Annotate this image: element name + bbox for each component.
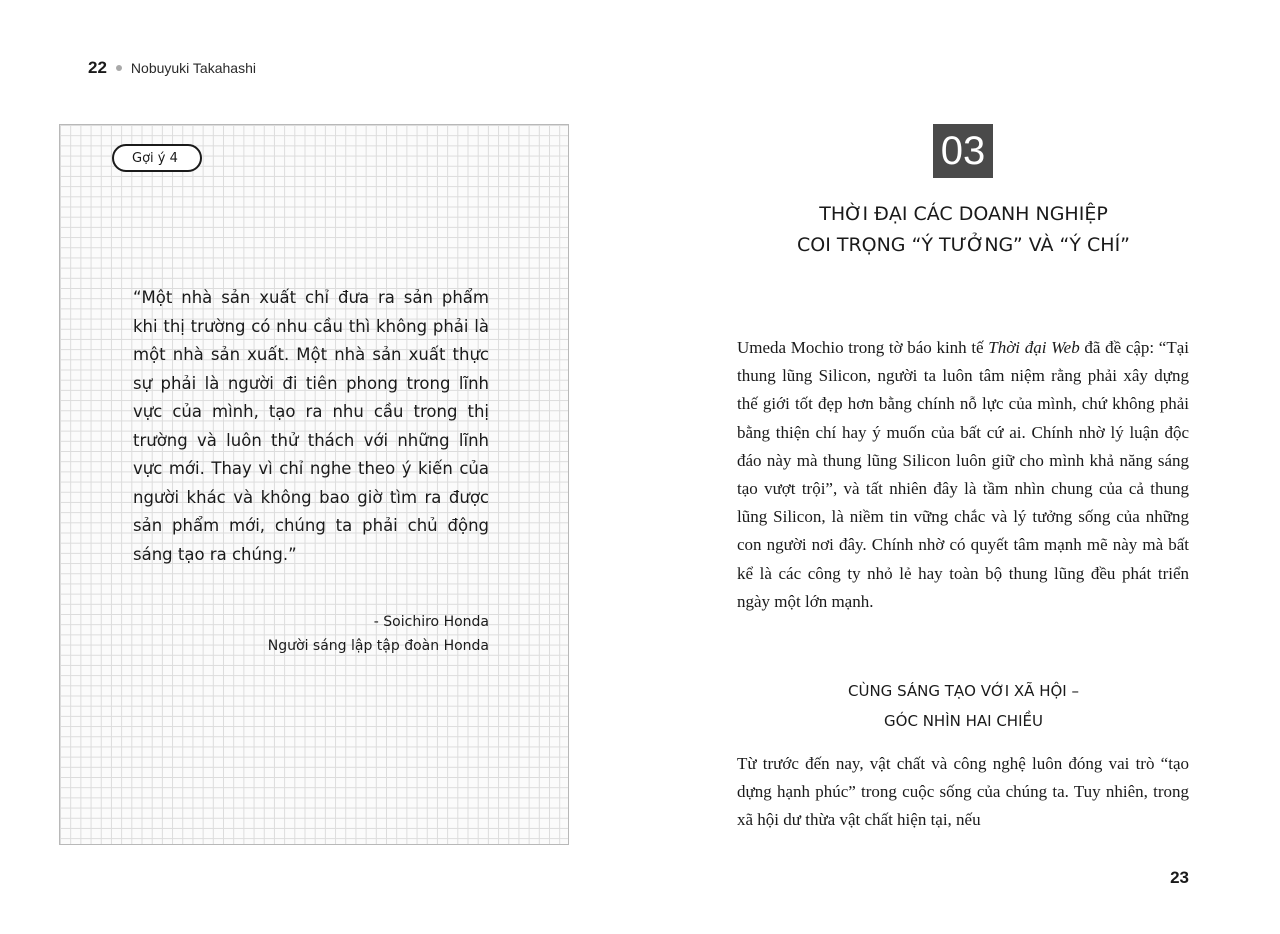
quote-attribution <box>200 610 489 658</box>
attribution-role: Người sáng lập tập đoàn Honda <box>267 638 489 654</box>
author-name: Nobuyuki Takahashi <box>130 60 256 76</box>
page-number-left: 22 <box>88 58 107 77</box>
hint-badge <box>112 144 202 172</box>
body-paragraph-2: Từ trước đến nay, vật chất và công nghệ luôn đóng vai trò “tạo dựng hạnh phúc” trong cuộc sống của chúng ta. Tuy nhiên, trong xã hội dư thừa vật chất hiện tại, nếu <box>737 754 1189 830</box>
chapter-title-line-2: COI TRỌNG “Ý TƯỞNG” VÀ “Ý CHÍ” <box>796 234 1131 256</box>
paragraph-1-rest: đã đề cập: “Tại thung lũng Silicon, người ta luôn tâm niệm rằng phải xây dựng thế giới tốt đẹp hơn bằng chính nỗ lực của mình, chứ không phải bằng thiện chí hay ý muốn của bất cứ ai. Chính nhờ lý luận độc đáo này mà thung lũng Silicon luôn giữ cho mình khả năng sáng tạo vượt trội”, và tất nhiên đây là tầm nhìn chung của cả thung lũng Silicon, là niềm tin vững chắc và lý tưởng sống của những con người nơi đây. Chính nhờ có quyết tâm mạnh mẽ này mà bất kể là các công ty nhỏ lẻ hay toàn bộ thung lũng đều phát triển ngày một lớn mạnh. <box>737 338 1190 611</box>
subheading-line-2: GÓC NHÌN HAI CHIỀU <box>884 712 1043 730</box>
section-subheading <box>736 676 1191 736</box>
running-header <box>88 58 256 78</box>
book-title: Thời đại Web <box>988 338 1080 357</box>
body-paragraph-1 <box>737 334 1189 616</box>
paragraph-1-lead: Umeda Mochio trong tờ báo kinh tế <box>737 338 989 357</box>
page-number-right: 23 <box>1170 868 1189 887</box>
chapter-number: 03 <box>940 128 986 173</box>
subheading-line-1: CÙNG SÁNG TẠO VỚI XÃ HỘI – <box>848 682 1079 700</box>
chapter-number-badge <box>933 124 993 178</box>
attribution-name: - Soichiro Honda <box>373 614 489 630</box>
quote-text: “Một nhà sản xuất chỉ đưa ra sản phẩm khi thị trường có nhu cầu thì không phải là một nhà sản xuất. Một nhà sản xuất thực sự phải là người đi tiên phong trong lĩnh vực của mình, tạo ra nhu cầu trong thị trường và luôn thử thách với những lĩnh vực mới. Thay vì chỉ nghe theo ý kiến của người khác và không bao giờ tìm ra được sản phẩm mới, chúng ta phải chủ động sáng tạo ra chúng.” <box>133 288 489 564</box>
hint-label: Gợi ý 4 <box>132 150 178 166</box>
separator-dot <box>116 65 122 71</box>
chapter-title <box>736 199 1191 261</box>
chapter-title-line-1: THỜI ĐẠI CÁC DOANH NGHIỆP <box>819 203 1108 225</box>
